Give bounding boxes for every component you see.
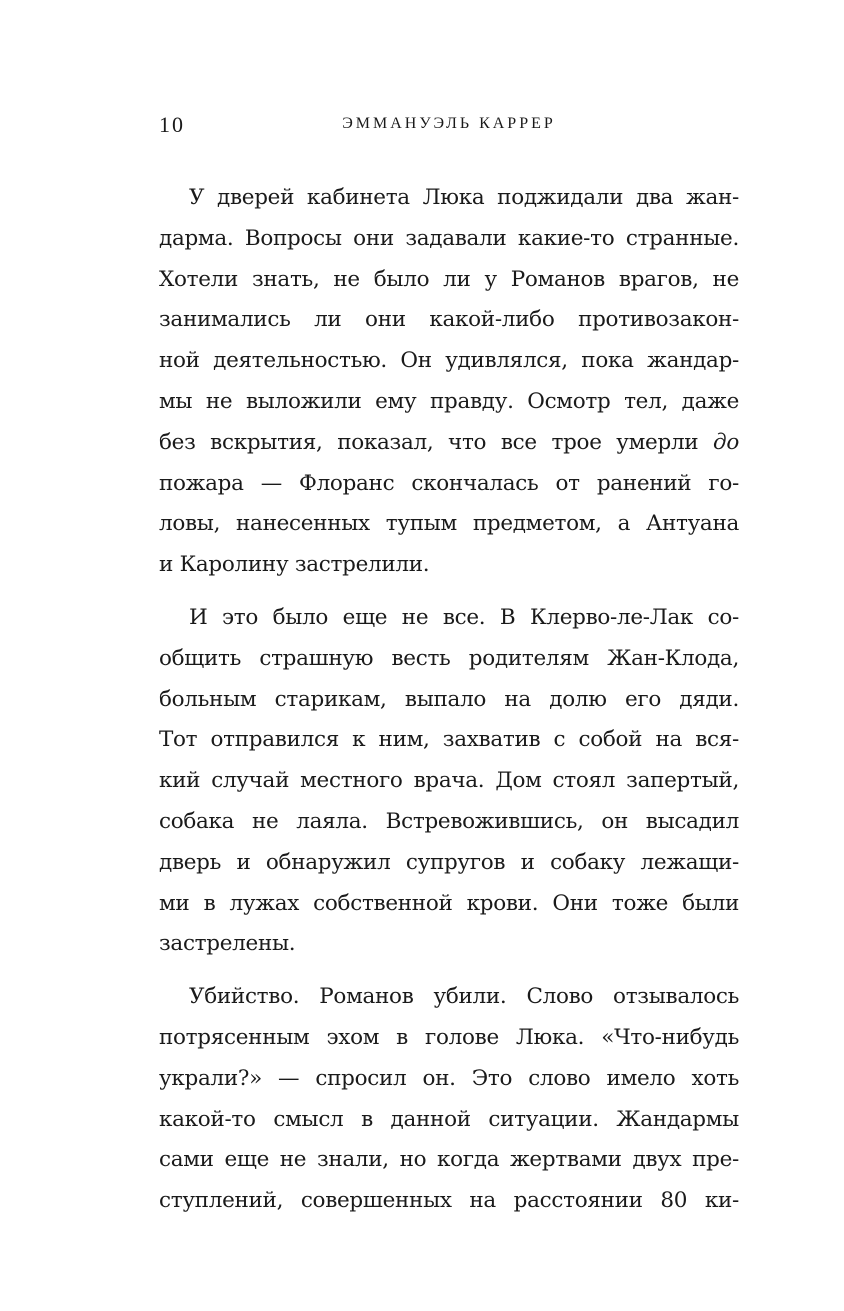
text-line: застрелены.: [159, 931, 296, 957]
text-line: больным старикам, выпало на долю его дяди.: [159, 686, 739, 712]
paragraph-gap: [159, 586, 739, 598]
running-head-author: ЭММАНУЭЛЬ КАРРЕР: [342, 115, 556, 132]
text-line: ми в лужах собственной крови. Они тоже были: [159, 890, 739, 916]
text-line: собака не лаяла. Встревожившись, он высадил: [159, 808, 739, 834]
text-line: И это было еще не все. В Клерво-ле-Лак со-: [189, 604, 739, 630]
text-line: Убийство. Романов убили. Слово отзывалось: [189, 984, 739, 1010]
text-line: мы не выложили ему правду. Осмотр тел, даже: [159, 388, 739, 414]
paragraph: [159, 598, 739, 965]
text-line: сами еще не знали, но когда жертвами двух пре-: [159, 1147, 739, 1173]
text-line-part: без вскрытия, показал, что все трое умерли: [159, 429, 699, 455]
text-line: Тот отправился к ним, захватив с собой на вся-: [159, 727, 739, 753]
italic-word: до: [713, 429, 739, 455]
text-line: пожара — Флоранс скончалась от ранений го-: [159, 470, 739, 496]
text-line: кий случай местного врача. Дом стоял запертый,: [159, 768, 739, 794]
text-line: и Каролину застрелили.: [159, 552, 430, 578]
text-line: ступлений, совершенных на расстоянии 80 ки-: [159, 1188, 739, 1214]
page-number: 10: [159, 112, 185, 137]
text-line: Хотели знать, не было ли у Романов врагов, не: [159, 266, 739, 292]
paragraph: [159, 977, 739, 1222]
text-line: общить страшную весть родителям Жан-Клода,: [159, 645, 739, 671]
text-line: какой-то смысл в данной ситуации. Жандармы: [159, 1106, 739, 1132]
text-line: ной деятельностью. Он удивлялся, пока жандар-: [159, 348, 739, 374]
text-line: ловы, нанесенных тупым предметом, а Антуана: [159, 511, 739, 537]
paragraph-gap: [159, 965, 739, 977]
text-line: дверь и обнаружил супругов и собаку лежащи-: [159, 849, 739, 875]
text-line: потрясенным эхом в голове Люка. «Что-нибудь: [159, 1024, 739, 1050]
text-line: украли?» — спросил он. Это слово имело хоть: [159, 1065, 739, 1091]
paragraph: [159, 178, 739, 586]
running-head: [159, 112, 739, 142]
body-text: [159, 178, 739, 1222]
text-line: дарма. Вопросы они задавали какие-то странные.: [159, 225, 739, 251]
text-line: занимались ли они какой-либо противозакон-: [159, 307, 739, 333]
text-line: У дверей кабинета Люка поджидали два жан-: [189, 185, 739, 210]
text-line-with-italic: [159, 423, 739, 464]
